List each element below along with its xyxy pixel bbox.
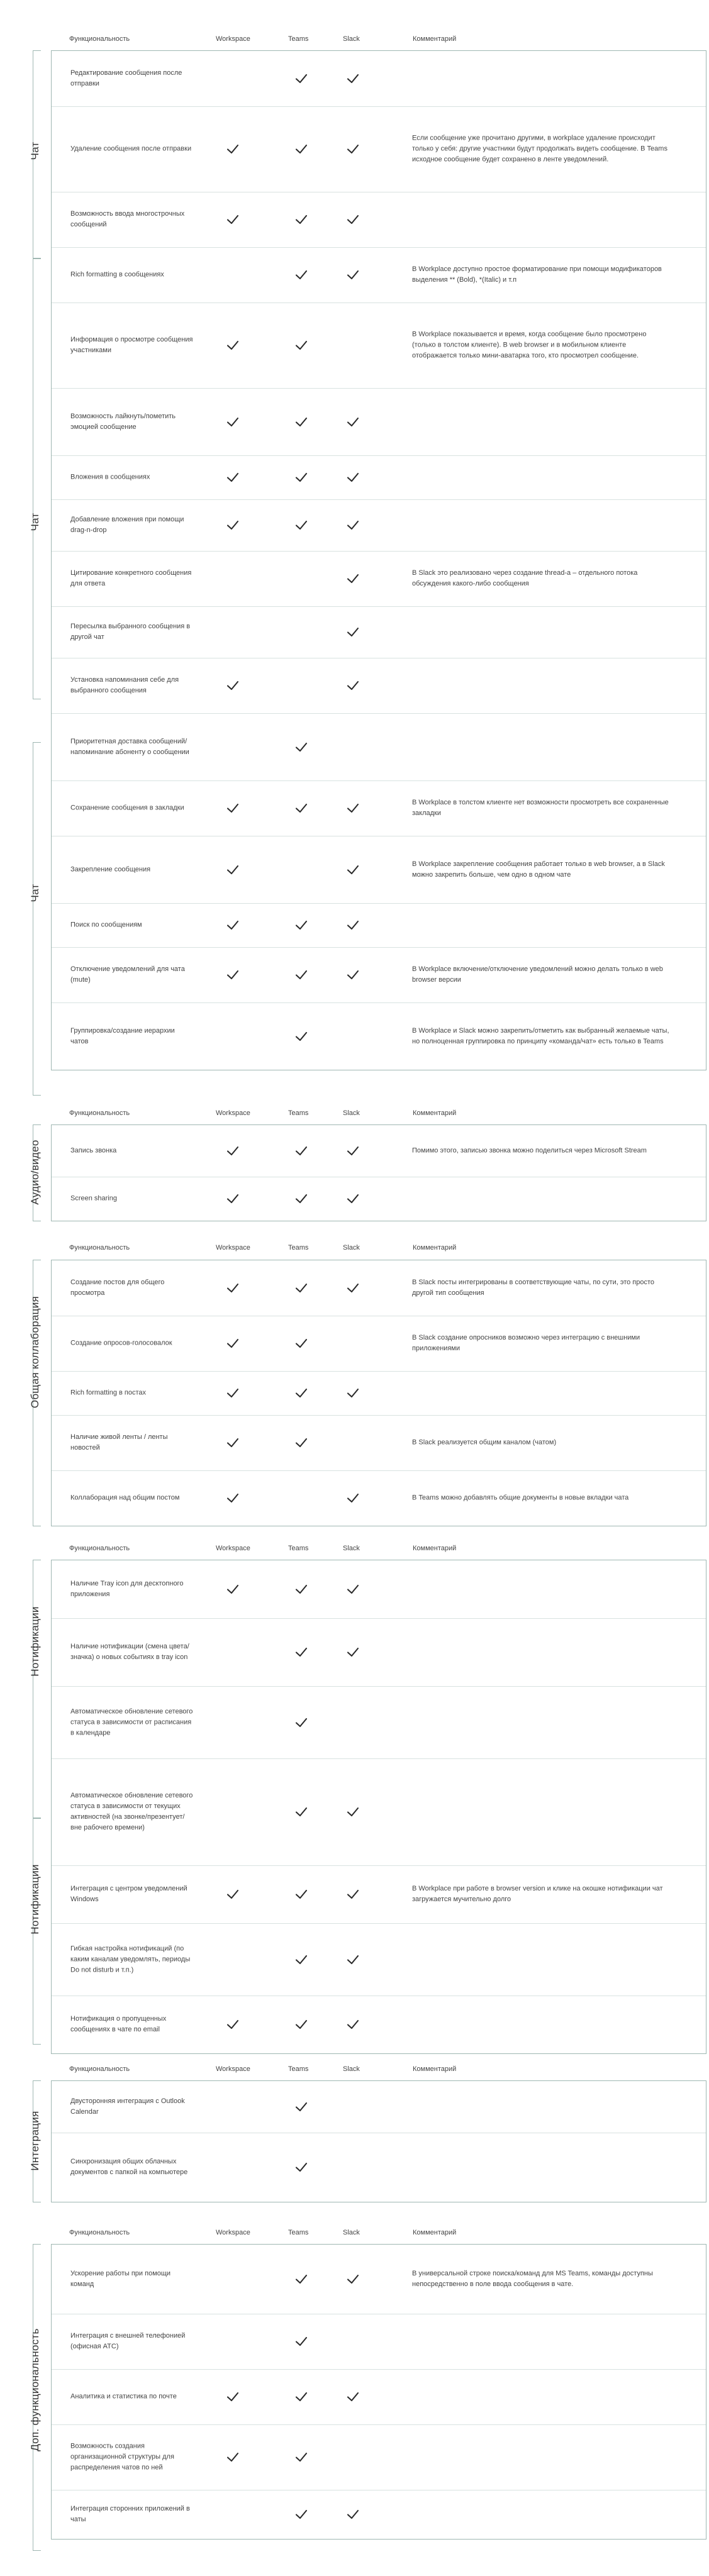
feature-cell: Приоритетная доставка сообщений/напоминание абоненту о сообщении bbox=[70, 737, 189, 756]
table-row bbox=[52, 1125, 706, 1177]
check-icon bbox=[294, 1887, 308, 1901]
table-row bbox=[52, 192, 706, 248]
feature-cell: Пересылка выбранного сообщения в другой чат bbox=[70, 623, 191, 641]
check-icon bbox=[226, 1491, 240, 1505]
comment-cell: В Slack реализуется общим каналом (чатом) bbox=[412, 1438, 557, 1446]
feature-cell: Информация о просмотре сообщения участниками bbox=[70, 336, 193, 354]
table-row bbox=[52, 1618, 706, 1687]
section-label bbox=[23, 472, 48, 572]
section-label-text: Чат bbox=[29, 884, 41, 902]
check-icon bbox=[294, 2272, 308, 2286]
check-icon bbox=[346, 1192, 360, 1206]
col-header-slack: Slack bbox=[343, 1545, 360, 1552]
check-icon bbox=[346, 1582, 360, 1596]
section-label bbox=[23, 1296, 48, 1409]
comment-cell: В Workplace и Slack можно закрепить/отметить как выбранный желаемые чаты, но полноценная группировка по принципу «команда/чат» есть только в Teams bbox=[412, 1026, 669, 1045]
table-row bbox=[52, 51, 706, 107]
comment-cell: В Workplace включение/отключение уведомлений можно делать только в web browser версии bbox=[412, 965, 663, 984]
table-row bbox=[52, 551, 706, 607]
col-header-workspace: Workspace bbox=[216, 2065, 250, 2073]
col-header-slack: Slack bbox=[343, 1244, 360, 1252]
check-icon bbox=[294, 1336, 308, 1350]
feature-cell: Редактирование сообщения после отправки bbox=[70, 69, 182, 87]
check-icon bbox=[346, 1953, 360, 1967]
section-label-text: Нотификации bbox=[29, 1606, 41, 1677]
section-label bbox=[23, 1591, 48, 1692]
check-icon bbox=[226, 2450, 240, 2464]
comparison-table bbox=[51, 2244, 706, 2540]
comparison-table bbox=[51, 1560, 706, 2054]
table-row bbox=[52, 388, 706, 456]
check-icon bbox=[226, 968, 240, 982]
table-row bbox=[52, 1865, 706, 1924]
col-header-slack: Slack bbox=[343, 2065, 360, 2073]
feature-cell: Интеграция с внешней телефонией (офисная АТС) bbox=[70, 2332, 186, 2350]
col-header-feature: Функциональность bbox=[69, 2065, 130, 2073]
col-header-workspace: Workspace bbox=[216, 1244, 250, 1252]
check-icon bbox=[294, 1436, 308, 1450]
check-icon bbox=[226, 415, 240, 429]
check-icon bbox=[294, 1030, 308, 1043]
feature-cell: Создание постов для общего просмотра bbox=[70, 1279, 165, 1297]
section-label-text: Аудио/видео bbox=[29, 1140, 41, 1205]
check-icon bbox=[294, 968, 308, 982]
col-header-comment: Комментарий bbox=[413, 1545, 457, 1552]
table-row bbox=[52, 106, 706, 192]
feature-cell: Создание опросов-голосовалок bbox=[70, 1339, 172, 1347]
feature-cell: Возможность ввода многострочных сообщений bbox=[70, 210, 185, 228]
comparison-table bbox=[51, 50, 706, 1070]
check-icon bbox=[294, 801, 308, 815]
col-header-comment: Комментарий bbox=[413, 2065, 457, 2073]
table-row bbox=[52, 303, 706, 389]
check-icon bbox=[346, 1887, 360, 1901]
table-row bbox=[52, 2424, 706, 2490]
table-row bbox=[52, 2314, 706, 2370]
col-header-comment: Комментарий bbox=[413, 1109, 457, 1117]
feature-cell: Нотификация о пропущенных сообщениях в чате по email bbox=[70, 2015, 167, 2033]
table-row bbox=[52, 1686, 706, 1759]
check-icon bbox=[294, 415, 308, 429]
col-header-comment: Комментарий bbox=[413, 2229, 457, 2236]
feature-cell: Rich formatting в сообщениях bbox=[70, 270, 164, 279]
check-icon bbox=[294, 1645, 308, 1659]
comment-cell: В Slack создание опросников возможно через интеграцию с внешними приложениями bbox=[412, 1334, 640, 1352]
comparison-table bbox=[51, 1260, 706, 1526]
comment-cell: Помимо этого, записью звонка можно поделиться через Microsoft Stream bbox=[412, 1146, 647, 1155]
feature-cell: Автоматическое обновление сетевого статуса в зависимости от расписания в календаре bbox=[70, 1707, 193, 1736]
check-icon bbox=[226, 679, 240, 692]
check-icon bbox=[294, 142, 308, 156]
table-row bbox=[52, 1996, 706, 2053]
col-header-feature: Функциональность bbox=[69, 35, 130, 43]
check-icon bbox=[346, 1491, 360, 1505]
table-row bbox=[52, 1316, 706, 1372]
section-label bbox=[23, 843, 48, 943]
check-icon bbox=[346, 572, 360, 586]
check-icon bbox=[226, 1336, 240, 1350]
check-icon bbox=[346, 968, 360, 982]
check-icon bbox=[294, 338, 308, 352]
col-header-teams: Teams bbox=[288, 1545, 309, 1552]
check-icon bbox=[226, 863, 240, 877]
feature-cell: Screen sharing bbox=[70, 1194, 117, 1202]
comment-cell: В Teams можно добавлять общие документы в новые вкладки чата bbox=[412, 1494, 629, 1502]
col-header-slack: Slack bbox=[343, 35, 360, 43]
check-icon bbox=[346, 1281, 360, 1295]
section-label bbox=[23, 1849, 48, 1950]
col-header-workspace: Workspace bbox=[216, 35, 250, 43]
check-icon bbox=[346, 2272, 360, 2286]
feature-cell: Наличие живой ленты / ленты новостей bbox=[70, 1433, 168, 1452]
col-header-slack: Slack bbox=[343, 1109, 360, 1117]
table-row bbox=[52, 1560, 706, 1619]
feature-cell: Запись звонка bbox=[70, 1146, 117, 1155]
feature-cell: Гибкая настройка нотификаций (по каким каналам уведомлять, периоды Do not disturb и т.п.) bbox=[70, 1945, 191, 1974]
check-icon bbox=[226, 1144, 240, 1158]
comment-cell: В Workplace при работе в browser version и клике на окошке нотификации чат загружается мучительно долго bbox=[412, 1885, 663, 1903]
table-row bbox=[52, 1260, 706, 1316]
table-row bbox=[52, 2490, 706, 2539]
col-header-feature: Функциональность bbox=[69, 2229, 130, 2236]
check-icon bbox=[226, 1192, 240, 1206]
check-icon bbox=[346, 142, 360, 156]
table-row bbox=[52, 1415, 706, 1471]
check-icon bbox=[346, 470, 360, 484]
col-header-workspace: Workspace bbox=[216, 2229, 250, 2236]
check-icon bbox=[294, 1144, 308, 1158]
check-icon bbox=[294, 2390, 308, 2404]
check-icon bbox=[294, 2450, 308, 2464]
col-header-slack: Slack bbox=[343, 2229, 360, 2236]
check-icon bbox=[346, 918, 360, 932]
feature-cell: Закрепление сообщения bbox=[70, 865, 151, 873]
col-header-teams: Teams bbox=[288, 1244, 309, 1252]
check-icon bbox=[346, 801, 360, 815]
section-label bbox=[23, 101, 48, 201]
section-label bbox=[23, 2328, 48, 2451]
feature-cell: Удаление сообщения после отправки bbox=[70, 145, 192, 153]
feature-cell: Группировка/создание иерархии чатов bbox=[70, 1026, 175, 1045]
check-icon bbox=[346, 415, 360, 429]
feature-cell: Ускорение работы при помощи команд bbox=[70, 2270, 171, 2288]
table-row bbox=[52, 947, 706, 1003]
check-icon bbox=[294, 72, 308, 86]
table-row bbox=[52, 1923, 706, 1996]
table-row bbox=[52, 1177, 706, 1221]
check-icon bbox=[346, 679, 360, 692]
check-icon bbox=[226, 1582, 240, 1596]
table-header bbox=[0, 30, 709, 48]
check-icon bbox=[294, 1953, 308, 1967]
feature-cell: Аналитика и статистика по почте bbox=[70, 2392, 177, 2401]
check-icon bbox=[294, 2018, 308, 2031]
section-label-text: Нотификации bbox=[29, 1864, 41, 1935]
table-row bbox=[52, 2081, 706, 2133]
check-icon bbox=[346, 1805, 360, 1819]
table-row bbox=[52, 1470, 706, 1526]
check-icon bbox=[226, 2390, 240, 2404]
check-icon bbox=[346, 1645, 360, 1659]
check-icon bbox=[294, 2507, 308, 2521]
check-icon bbox=[294, 518, 308, 532]
table-row bbox=[52, 658, 706, 714]
check-icon bbox=[226, 338, 240, 352]
check-icon bbox=[226, 1386, 240, 1400]
feature-cell: Возможность создания организационной структуры для распределения чатов по ней bbox=[70, 2442, 174, 2472]
check-icon bbox=[226, 213, 240, 226]
check-icon bbox=[226, 2018, 240, 2031]
col-header-comment: Комментарий bbox=[413, 1244, 457, 1252]
col-header-teams: Teams bbox=[288, 1109, 309, 1117]
section-label bbox=[23, 2090, 48, 2191]
comparison-table bbox=[51, 2080, 706, 2202]
section-label-text: Доп. функциональность bbox=[29, 2328, 41, 2451]
comment-cell: В Slack посты интегрированы в соответствующие чаты, по сути, это просто другой тип сообщения bbox=[412, 1279, 655, 1297]
check-icon bbox=[294, 918, 308, 932]
comment-cell: В Workplace в толстом клиенте нет возможности просмотреть все сохраненные закладки bbox=[412, 799, 669, 817]
col-header-feature: Функциональность bbox=[69, 1244, 130, 1252]
feature-cell: Rich formatting в постах bbox=[70, 1389, 147, 1397]
comment-cell: В универсальной строке поиска/команд для MS Teams, команды доступны непосредственно в поле ввода сообщения в чате. bbox=[412, 2270, 653, 2288]
check-icon bbox=[226, 801, 240, 815]
check-icon bbox=[346, 863, 360, 877]
table-row bbox=[52, 1371, 706, 1416]
check-icon bbox=[294, 1281, 308, 1295]
feature-cell: Коллаборация над общим постом bbox=[70, 1494, 180, 1502]
check-icon bbox=[226, 518, 240, 532]
section-label-text: Чат bbox=[29, 142, 41, 160]
table-row bbox=[52, 713, 706, 781]
section-label-text: Чат bbox=[29, 513, 41, 531]
table-row bbox=[52, 1758, 706, 1866]
section-label bbox=[23, 1122, 48, 1223]
check-icon bbox=[346, 2507, 360, 2521]
comment-cell: Если сообщение уже прочитано другими, в workplace удаление происходит только у себя: другие участники будут продолжать видеть сообщение. В Teams исходное сообщение будет сохранено в ленте уведомлений. bbox=[412, 134, 667, 164]
feature-cell: Сохранение сообщения в закладки bbox=[70, 804, 184, 812]
check-icon bbox=[294, 470, 308, 484]
col-header-comment: Комментарий bbox=[413, 35, 457, 43]
check-icon bbox=[226, 1281, 240, 1295]
check-icon bbox=[226, 142, 240, 156]
check-icon bbox=[226, 1436, 240, 1450]
table-row bbox=[52, 903, 706, 948]
feature-cell: Поиск по сообщениям bbox=[70, 921, 142, 929]
feature-cell: Двусторонняя интеграция с Outlook Calendar bbox=[70, 2097, 185, 2116]
feature-cell: Вложения в сообщениях bbox=[70, 473, 150, 481]
table-row bbox=[52, 836, 706, 904]
table-row bbox=[52, 455, 706, 500]
table-header bbox=[0, 1239, 709, 1257]
comment-cell: В Workplace доступно простое форматирование при помощи модификаторов выделения ** (Bold), *(Italic) и т.п bbox=[412, 265, 662, 284]
comment-cell: В Workplace закрепление сообщения работает только в web browser, а в Slack можно закрепить больше, чем одно в одном чате bbox=[412, 860, 665, 879]
check-icon bbox=[294, 2100, 308, 2114]
check-icon bbox=[294, 1716, 308, 1729]
check-icon bbox=[294, 740, 308, 754]
table-header bbox=[0, 1104, 709, 1122]
col-header-teams: Teams bbox=[288, 35, 309, 43]
table-header bbox=[0, 2060, 709, 2078]
comment-cell: В Slack это реализовано через создание thread-a – отдельного потока обсуждения какого-либо сообщения bbox=[412, 569, 638, 587]
feature-cell: Наличие Tray icon для десктопного приложения bbox=[70, 1580, 184, 1598]
check-icon bbox=[346, 268, 360, 282]
check-icon bbox=[346, 1386, 360, 1400]
check-icon bbox=[346, 213, 360, 226]
col-header-teams: Teams bbox=[288, 2229, 309, 2236]
feature-cell: Наличие нотификации (смена цвета/значка) о новых событиях в tray icon bbox=[70, 1643, 189, 1661]
col-header-teams: Teams bbox=[288, 2065, 309, 2073]
feature-cell: Отключение уведомлений для чата (mute) bbox=[70, 965, 185, 984]
check-icon bbox=[346, 625, 360, 639]
table-row bbox=[52, 2245, 706, 2314]
col-header-workspace: Workspace bbox=[216, 1545, 250, 1552]
col-header-feature: Функциональность bbox=[69, 1545, 130, 1552]
feature-cell: Автоматическое обновление сетевого статуса в зависимости от текущих активностей (на звонке/презентует/вне рабочего времени) bbox=[70, 1792, 193, 1831]
table-row bbox=[52, 1002, 706, 1070]
check-icon bbox=[294, 1582, 308, 1596]
check-icon bbox=[294, 1192, 308, 1206]
check-icon bbox=[294, 213, 308, 226]
check-icon bbox=[294, 1386, 308, 1400]
feature-cell: Добавление вложения при помощи drag-n-drop bbox=[70, 516, 184, 534]
feature-cell: Синхронизация общих облачных документов с папкой на компьютере bbox=[70, 2158, 188, 2176]
feature-cell: Интеграция с центром уведомлений Windows bbox=[70, 1885, 187, 1903]
feature-cell: Возможность лайкнуть/пометить эмоцией сообщение bbox=[70, 412, 176, 431]
check-icon bbox=[346, 72, 360, 86]
check-icon bbox=[294, 2334, 308, 2348]
table-row bbox=[52, 2369, 706, 2425]
feature-cell: Цитирование конкретного сообщения для ответа bbox=[70, 569, 192, 587]
table-row bbox=[52, 780, 706, 836]
table-row bbox=[52, 499, 706, 552]
table-header bbox=[0, 2224, 709, 2241]
table-row bbox=[52, 2133, 706, 2202]
check-icon bbox=[346, 2018, 360, 2031]
feature-cell: Интеграция сторонних приложений в чаты bbox=[70, 2505, 190, 2523]
col-header-workspace: Workspace bbox=[216, 1109, 250, 1117]
table-row bbox=[52, 247, 706, 303]
feature-cell: Установка напоминания себе для выбранного сообщения bbox=[70, 676, 179, 694]
check-icon bbox=[346, 2390, 360, 2404]
section-label-text: Интеграция bbox=[29, 2111, 41, 2171]
table-header bbox=[0, 1540, 709, 1557]
check-icon bbox=[294, 268, 308, 282]
check-icon bbox=[226, 1887, 240, 1901]
check-icon bbox=[226, 918, 240, 932]
table-row bbox=[52, 606, 706, 658]
check-icon bbox=[226, 470, 240, 484]
check-icon bbox=[294, 2160, 308, 2174]
comment-cell: В Workplace показывается и время, когда сообщение было просмотрено (только в толстом клиенте). В web browser и в мобильном клиенте отображается только мини-аватарка того, кто просмотрел сообщение. bbox=[412, 330, 647, 360]
section-label-text: Общая коллаборация bbox=[29, 1296, 41, 1409]
check-icon bbox=[346, 1144, 360, 1158]
check-icon bbox=[294, 1805, 308, 1819]
check-icon bbox=[346, 518, 360, 532]
comparison-table bbox=[51, 1124, 706, 1221]
col-header-feature: Функциональность bbox=[69, 1109, 130, 1117]
